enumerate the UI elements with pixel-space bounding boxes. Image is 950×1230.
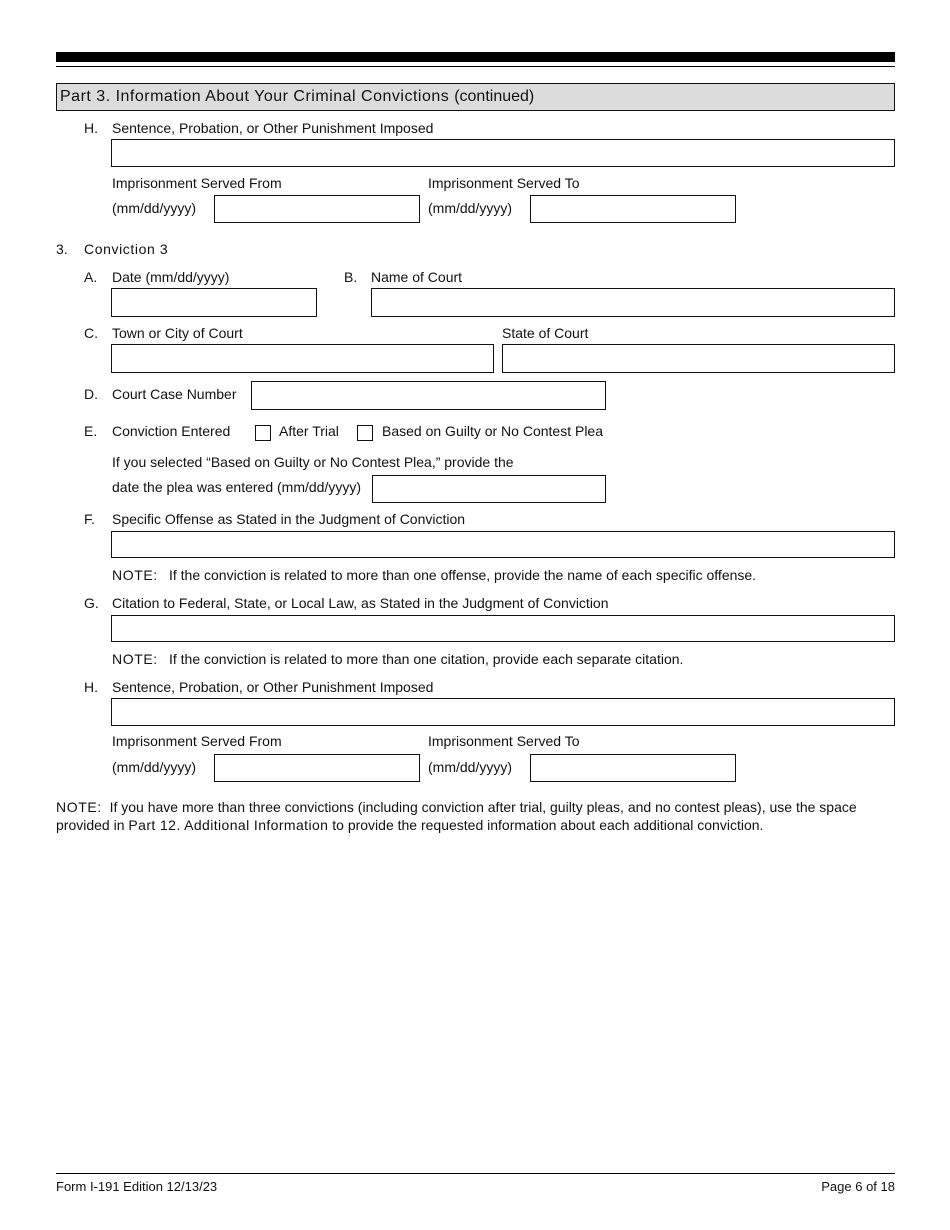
served-from-label: Imprisonment Served From [112, 733, 282, 749]
served-to-format: (mm/dd/yyyy) [428, 759, 512, 775]
sentence-label: Sentence, Probation, or Other Punishment Imposed [112, 679, 434, 695]
conviction-3-title: Conviction 3 [84, 241, 169, 257]
court-state-label: State of Court [502, 325, 589, 341]
prev-served-from-label: Imprisonment Served From [112, 175, 282, 191]
prev-served-to-input[interactable] [530, 195, 736, 223]
final-note-text-1: If you have more than three convictions (including conviction after trial, guilty pleas, and no contest pleas), use the space [109, 799, 857, 815]
g-note-text: If the conviction is related to more than one citation, provide each separate citation. [169, 651, 684, 667]
sentence-input[interactable] [111, 698, 895, 726]
served-from-format: (mm/dd/yyyy) [112, 759, 196, 775]
final-note-line2 [56, 816, 763, 834]
specific-offense-input[interactable] [111, 531, 895, 558]
conviction-entered-label: Conviction Entered [112, 423, 231, 439]
top-thick-rule [56, 52, 895, 62]
final-note-pre: provided in [56, 817, 125, 833]
guilty-plea-checkbox[interactable] [357, 425, 373, 441]
g-note-tag: NOTE: [112, 651, 158, 667]
after-trial-checkbox[interactable] [255, 425, 271, 441]
court-name-label: Name of Court [371, 269, 463, 285]
case-number-input[interactable] [251, 381, 606, 410]
f-note-tag: NOTE: [112, 567, 158, 583]
court-state-input[interactable] [502, 344, 895, 373]
d-letter: D. [84, 386, 98, 402]
a-letter: A. [84, 269, 98, 285]
footer-form-edition: Form I-191 Edition 12/13/23 [56, 1179, 218, 1194]
court-city-label: Town or City of Court [112, 325, 243, 341]
f-note-text: If the conviction is related to more than one offense, provide the name of each specific offense. [169, 567, 757, 583]
prev-served-to-format: (mm/dd/yyyy) [428, 200, 512, 216]
footer-rule [56, 1173, 895, 1174]
prev-served-from-input[interactable] [214, 195, 420, 223]
final-note-line1 [56, 798, 857, 816]
plea-instruction-line2: date the plea was entered (mm/dd/yyyy) [112, 479, 362, 495]
guilty-plea-label: Based on Guilty or No Contest Plea [382, 423, 604, 439]
served-from-input[interactable] [214, 754, 420, 782]
case-number-label: Court Case Number [112, 386, 237, 402]
footer-page-number: Page 6 of 18 [821, 1179, 895, 1194]
f-letter: F. [84, 511, 95, 527]
e-letter: E. [84, 423, 98, 439]
citation-label: Citation to Federal, State, or Local Law, as Stated in the Judgment of Conviction [112, 595, 609, 611]
plea-date-input[interactable] [372, 475, 606, 503]
final-note-tag: NOTE: [56, 799, 102, 815]
citation-input[interactable] [111, 615, 895, 642]
final-note-part-ref: Part 12. Additional Information [128, 817, 329, 833]
h-letter: H. [84, 679, 98, 695]
part-3-header [56, 83, 895, 111]
after-trial-label: After Trial [279, 423, 339, 439]
prev-h-letter: H. [84, 120, 98, 136]
prev-h-label: Sentence, Probation, or Other Punishment Imposed [112, 120, 434, 136]
part-title: Part 3. Information About Your Criminal Convictions (continued) [60, 88, 535, 105]
plea-instruction-line1: If you selected “Based on Guilty or No Contest Plea,” provide the [112, 454, 514, 470]
g-letter: G. [84, 595, 99, 611]
court-city-input[interactable] [111, 344, 494, 373]
prev-served-from-format: (mm/dd/yyyy) [112, 200, 196, 216]
date-label: Date (mm/dd/yyyy) [112, 269, 230, 285]
served-to-input[interactable] [530, 754, 736, 782]
conviction-3-number: 3. [56, 241, 68, 257]
b-letter: B. [344, 269, 358, 285]
top-thin-rule [56, 66, 895, 67]
conviction-date-input[interactable] [111, 288, 317, 317]
c-letter: C. [84, 325, 98, 341]
final-note-post: to provide the requested information about each additional conviction. [332, 817, 764, 833]
prev-sentence-input[interactable] [111, 139, 895, 167]
prev-served-to-label: Imprisonment Served To [428, 175, 580, 191]
court-name-input[interactable] [371, 288, 895, 317]
served-to-label: Imprisonment Served To [428, 733, 580, 749]
specific-offense-label: Specific Offense as Stated in the Judgment of Conviction [112, 511, 466, 527]
